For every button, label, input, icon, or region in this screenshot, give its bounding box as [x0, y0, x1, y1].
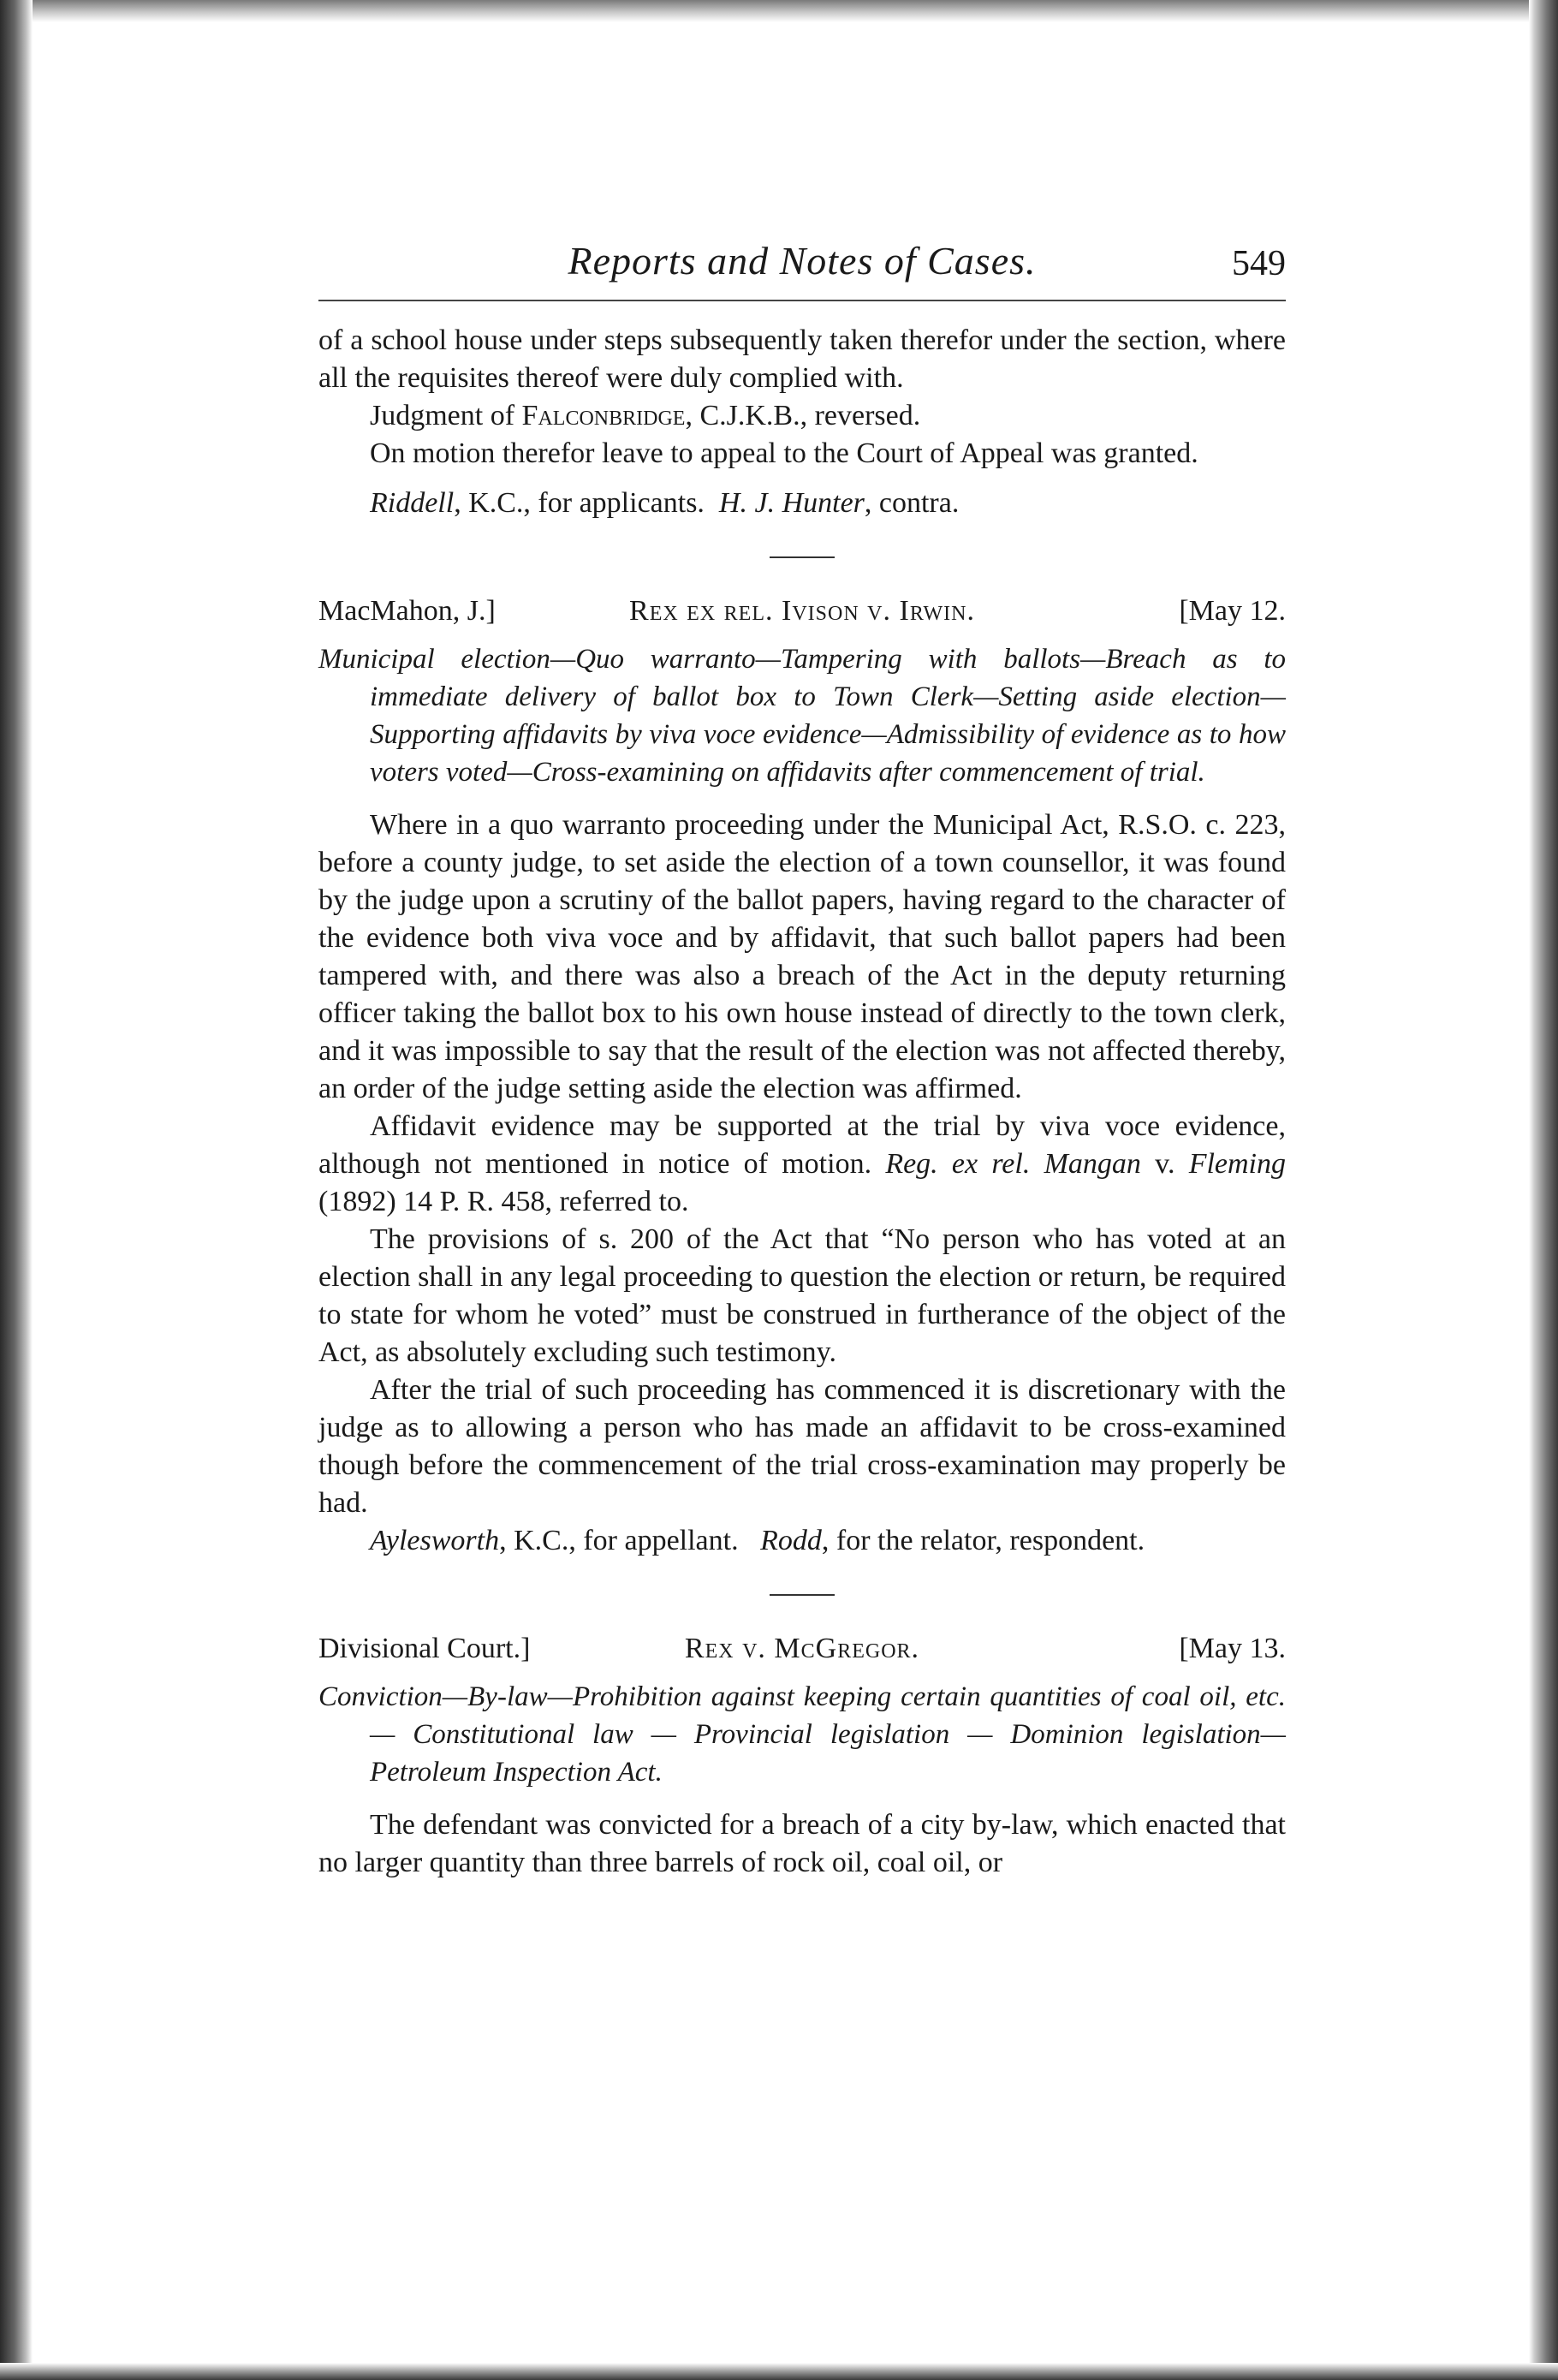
case-heading-ivison	[318, 592, 1286, 632]
case-headnote: Municipal election—Quo warranto—Tampering with ballots—Breach as to immediate delivery of ballot box to Town Clerk—Setting aside election—Supporting affidavits by viva voce evidence—Admissibility of evidence as to how voters voted—Cross-examining on affidavits after commencement of trial.	[318, 644, 1286, 788]
page-number: 549	[1232, 244, 1286, 283]
counsel-name: Rodd	[760, 1525, 822, 1556]
case-heading-mcgregor	[318, 1630, 1286, 1669]
running-title: Reports and Notes of Cases.	[568, 239, 1037, 283]
judgment-suffix: , C.J.K.B., reversed.	[685, 400, 921, 431]
header-rule	[318, 300, 1286, 301]
counsel-line-1	[318, 485, 1286, 522]
page-edge-top	[0, 0, 1558, 22]
page-edge-bottom	[0, 2363, 1558, 2380]
counsel-role: , contra.	[864, 487, 960, 519]
counsel-name: H. J. Hunter	[718, 487, 865, 519]
judgment-judge: Falconbridge	[521, 400, 686, 431]
case-date: [May 12.	[1179, 595, 1286, 627]
case-judge: MacMahon, J.]	[318, 595, 496, 627]
case-paragraph: The provisions of s. 200 of the Act that “No person who has voted at an election shall in any legal proceeding to question the election or return, be required to state for whom he voted” must be construed in furtherance of the object of the Act, as absolutely excluding such testimony.	[318, 1223, 1286, 1368]
case-paragraph	[318, 1108, 1286, 1221]
case-name: Rex v. McGregor.	[684, 1633, 920, 1664]
case-paragraph: Where in a quo warranto proceeding under the Municipal Act, R.S.O. c. 223, before a county judge, to set aside the election of a town counsellor, it was found by the judge upon a scrutiny of the ballot papers, having regard to the character of the evidence both viva voce and by affidavit, that such ballot papers had been tampered with, and there was also a breach of the Act in the deputy returning officer taking the ballot box to his own house instead of directly to the town clerk, and it was impossible to say that the result of the election was not affected thereby, an order of the judge setting aside the election was affirmed.	[318, 809, 1286, 1104]
paragraph-text: Affidavit evidence may be supported at the trial by viva voce evidence, although not mentioned in notice of motion.	[318, 1110, 1286, 1180]
case-paragraph: The defendant was convicted for a breach of a city by-law, which enacted that no larger quantity than three barrels of rock oil, coal oil, or	[318, 1809, 1286, 1878]
running-head	[318, 231, 1286, 300]
case-name: Rex ex rel. Ivison v. Irwin.	[629, 595, 975, 627]
citation-rest: (1892) 14 P. R. 458, referred to.	[318, 1186, 689, 1217]
judgment-line	[318, 397, 1286, 435]
citation-versus: v.	[1140, 1148, 1189, 1180]
page-binding-shadow	[0, 0, 33, 2380]
page-edge-right	[1529, 0, 1558, 2380]
citation: Reg. ex rel. Mangan	[885, 1148, 1141, 1180]
case-paragraph: After the trial of such proceeding has commenced it is discretionary with the judge as to allowing a person who has made an affidavit to be cross-examined though before the commencement of the trial cross-examination may properly be had.	[318, 1374, 1286, 1519]
counsel-line-2	[318, 1522, 1286, 1560]
counsel-role: , K.C., for applicants.	[454, 487, 705, 519]
section-separator	[770, 1594, 835, 1596]
section-separator	[770, 556, 835, 558]
citation: Fleming	[1188, 1148, 1286, 1180]
judgment-prefix: Judgment of	[370, 400, 522, 431]
counsel-role: , K.C., for appellant.	[499, 1525, 746, 1556]
case-judge: Divisional Court.]	[318, 1633, 531, 1664]
counsel-name: Aylesworth	[370, 1525, 500, 1556]
case-date: [May 13.	[1179, 1633, 1286, 1664]
counsel-name: Riddell	[370, 487, 455, 519]
continuation-text: of a school house under steps subsequently taken therefor under the section, where all the requisites thereof were duly complied with.	[318, 324, 1286, 394]
case-headnote: Conviction—By-law—Prohibition against keeping certain quantities of coal oil, etc. — Constitutional law — Provincial legislation — Dominion legislation—Petroleum Inspection Act.	[318, 1681, 1286, 1788]
page-content	[318, 231, 1286, 1882]
counsel-role: , for the relator, respondent.	[821, 1525, 1145, 1556]
motion-text: On motion therefor leave to appeal to the Court of Appeal was granted.	[370, 437, 1198, 469]
